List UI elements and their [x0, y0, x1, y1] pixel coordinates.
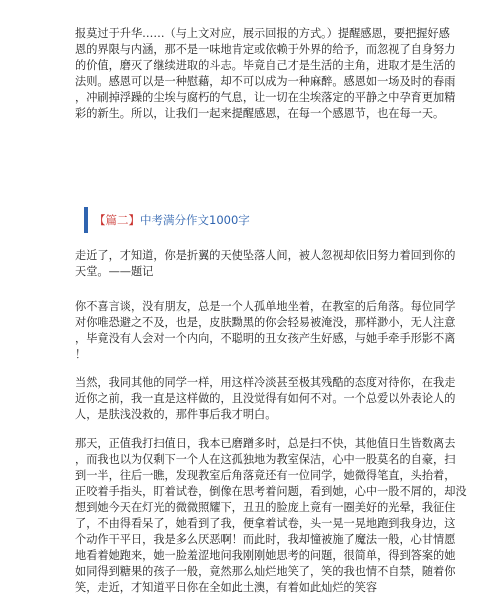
section-heading	[84, 207, 250, 233]
text-line: ！	[75, 348, 87, 361]
text-line: 走近了，才知道，你是折翼的天使坠落人间，被人忽视却依旧努力着回到你的	[75, 249, 456, 262]
text-line: 如同得到糖果的孩子一般，竟然那么灿烂地笑了，笑的我也情不自禁，随着你	[75, 565, 456, 578]
section-heading-title: 中考满分作文1000字	[140, 213, 250, 227]
text-line: ，毕竟没有人会对一个内向，不聪明的丑女孩产生好感，与她手牵手形影不离	[75, 332, 456, 345]
text-line: 当然，我同其他的同学一样，用这样冷淡甚至极其残酷的态度对待你，在我走	[75, 376, 456, 389]
text-line: 正咬着手指头，盯着试卷，倒像在思考着问题，看到她，心中一股不屑的，却没	[75, 485, 467, 498]
text-line: 笑，走近，才知道平日你在全如此土澳，有着如此灿烂的笑容	[75, 581, 378, 594]
text-line: 地看着她跑来，她一脸羞涩地问我刚刚她思考的问题，很简单，得到答案的她	[75, 549, 456, 562]
text-line: 彩的新生。所以，让我们一起来提醒感恩，在每一个感恩节，也在每一天。	[75, 107, 445, 120]
text-line: 你不喜言谈，没有朋友，总是一个人孤单地坐着，在教室的后角落。每位同学	[75, 300, 456, 313]
text-line: 了，不由得看呆了，她看到了我，便拿着试卷，头一晃一晃地跑到我身边，这	[75, 517, 456, 530]
text-line: ，而我也以为仅剩下一个人在这孤独地为教室保洁，心中一股莫名的自豪，扫	[75, 453, 456, 466]
text-line: 恩的界限与内涵，那不是一味地肯定或依赖于外界的给予，而忽视了自身努力	[75, 43, 456, 56]
text-line: 到一半，往后一瞧，发现教室后角落竟还有一位同学，她微得笔直，头抬着，	[75, 469, 456, 482]
text-line: 近你之前，我一直是这样做的，且没觉得有如何不对。一个总爱以外表论人的	[75, 392, 456, 405]
text-line: 天堂。——题记	[75, 265, 154, 278]
paragraph-cleaning-day	[75, 436, 467, 596]
text-line: 的价值，磨灭了继续进取的斗志。毕竟自己才是生活的主角，进取才是生活的	[75, 59, 456, 72]
text-line: 那天，正值我打扫值日，我本已磨蹭多时，总是扫不快，其他值日生皆数离去	[75, 437, 456, 450]
text-line: 法则。感恩可以是一种慰藉，却不可以成为一种麻醉。感恩如一场及时的春雨	[75, 75, 456, 88]
paragraph-lonely-girl	[75, 299, 456, 363]
text-line: 对你唯恐避之不及，也是，皮肤黝黑的你会轻易被淹没，那样渺小，无人注意	[75, 316, 456, 329]
text-line: 想到她今天在灯光的微微照耀下，丑丑的脸庞上竟有一圈美好的光晕，我征住	[75, 501, 456, 514]
text-line: 个动作干平日，我是多么厌恶啊！而此时，我却憧被施了魔法一般，心甘情愿	[75, 533, 456, 546]
paragraph-epigraph	[75, 248, 456, 280]
text-line: 报莫过于升华……（与上文对应，展示回报的方式。）提醒感恩，要把握好感	[75, 27, 450, 40]
paragraph-attitude	[75, 375, 456, 423]
text-line: ，冲刷掉浮躁的尘埃与腐朽的气息，让一切在尘埃落定的平静之中孕育更加精	[75, 91, 456, 104]
section-heading-prefix: 【篇二】	[94, 213, 140, 227]
text-line: 人，是肤浅没救的，那件事后我才明白。	[75, 408, 277, 421]
paragraph-gratitude	[75, 26, 456, 122]
